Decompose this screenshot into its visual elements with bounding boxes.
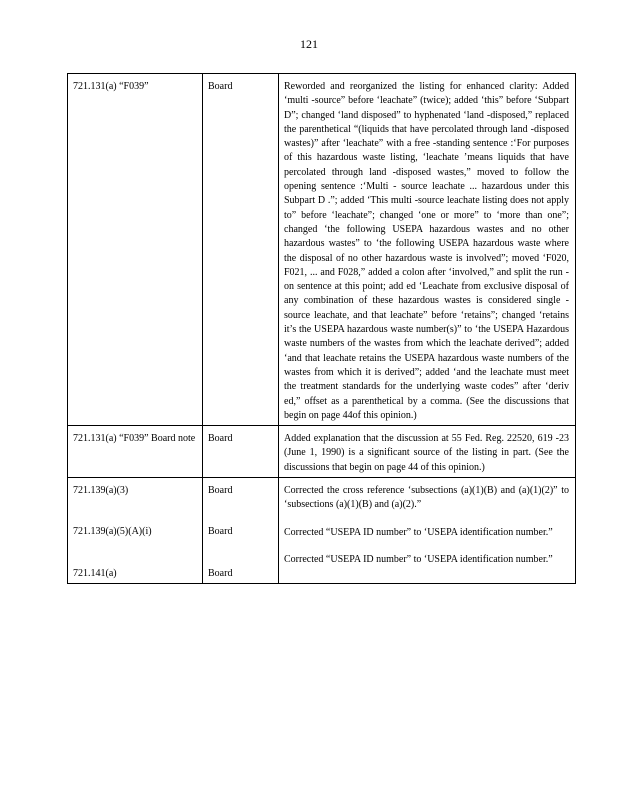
section-cell xyxy=(68,478,203,584)
change-entry: Corrected “USEPA ID number” to ‘USEPA identification number.” xyxy=(284,553,553,565)
section-cell: 721.131(a) “F039” xyxy=(68,74,203,426)
change-entry: Corrected the cross reference ‘subsections (a)(1)(B) and (a)(1)(2)” to ‘subsections (a)(1)(B) and (a)(2).” xyxy=(284,485,569,511)
change-description-cell xyxy=(279,478,576,584)
section-entry: 721.141(a) xyxy=(73,567,117,579)
change-entry: Corrected “USEPA ID number” to ‘USEPA identification number.” xyxy=(284,526,553,538)
source-entry: Board xyxy=(208,567,233,579)
table-row xyxy=(68,74,576,426)
change-description-cell: Added explanation that the discussion at 55 Fed. Reg. 22520, 619 -23 (June 1, 1990) is a significant source of the listing in part. (See the discussions that begin on page 44 of this opinion.) xyxy=(279,426,576,478)
section-cell: 721.131(a) “F039” Board note xyxy=(68,426,203,478)
section-entry: 721.139(a)(5)(A)(i) xyxy=(73,526,152,538)
section-entry: 721.139(a)(3) xyxy=(73,485,129,497)
source-cell: Board xyxy=(203,426,279,478)
source-cell xyxy=(203,478,279,584)
source-cell: Board xyxy=(203,74,279,426)
source-entry: Board xyxy=(208,526,233,538)
table-row xyxy=(68,426,576,478)
source-entry: Board xyxy=(208,485,233,497)
change-description-cell: Reworded and reorganized the listing for enhanced clarity: Added ‘multi -source” before ‘leachate” (twice); added ‘this” before ‘Subpart D”; changed ‘land disposed” to hyphenated ‘land -disposed,” replaced the parenthetical “(liquids that have percolated through land -disposed wastes)” after ‘leachate” with a free -standing sentence :‘For purposes of this hazardous waste listing, ‘leachate ’means liquids that have percolated through land -disposed wastes,” moved to follow the opening sentence :‘Multi - source leachate ... hazardous under this Subpart D .”; added ‘This multi -source leachate listing does not apply to” before ‘leachate”; changed ‘one or more” to ‘more than one”; changed ‘the following USEPA hazardous wastes and no other hazardous wastes” to ‘the following USEPA hazardous waste where the disposal of no other hazardous waste is involved”; moved ‘F020, F021, ... and F028,” added a colon after ‘involved,” and split the run -on sentence at this point; add ed ‘Leachate from exclusive disposal of any combination of these hazardous wastes is considered single -source leachate, and that leachate” before ‘retains”; changed ‘retains it’s the USEPA hazardous waste number(s)” to ‘the USEPA Hazardous waste numbers of the wastes from which the leachate derived”; added ‘and that leachate retains the USEPA hazardous waste numbers of the wastes from which it is derived”; added ‘and the leachate must meet the treatment standards for the underlying waste codes” after ‘deriv ed,” offset as a parenthetical by a comma. (See the discussions that begin on page 44of this opinion.) xyxy=(279,74,576,426)
page-number: 121 xyxy=(300,37,318,51)
amendments-table xyxy=(67,73,576,584)
table-row xyxy=(68,478,576,584)
